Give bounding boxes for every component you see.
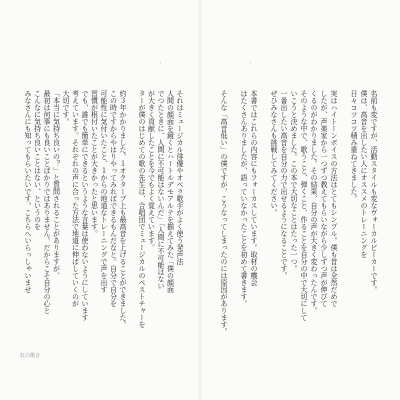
right-text-column: そんな「高音低い」の僕ですが、こうなってしまったのには原因があります。: [220, 90, 228, 335]
right-text-column: 僕は、高音を出したい人にオススメのトレーニングを: [360, 90, 368, 258]
right-text-column: くるのがわかりました。その結果、自分の声が大きく変わったんです。: [310, 90, 318, 314]
page-mark-left: ': [160, 62, 162, 68]
page-folio: 紅白歌合: [20, 353, 41, 359]
left-text-column: 考えています。それぞれの声に合った方法で地道に伸ばしていくのが: [71, 90, 80, 307]
right-text-column: 実はハイトーンボイスの方法はとてもシンプル。僕も昔は全然だめで: [330, 90, 338, 307]
right-text-column: [260, 90, 268, 352]
left-text-column: が大きく貢献したことを今でもよく覚えています。: [147, 90, 156, 251]
right-text-column: [340, 90, 348, 352]
right-text-column: したが、声楽家から一つずつ教えてもらいながら少しずつ声が伸びて: [320, 90, 328, 307]
left-text-column: [129, 90, 137, 352]
page-mark-right: ': [250, 62, 252, 68]
left-text-column: 習慣が根付いたことが大きかったと思います。: [90, 90, 99, 237]
left-text-column: 約３年かかりました。１オクターブ上も最高音を上げることができました。: [119, 90, 127, 328]
left-text-column: でも、誰でも簡単にできるというような言葉は使わないようにしています: [81, 90, 89, 321]
left-text-column: 「本当に気持ち良いの？」と質問されることがありますが、: [52, 90, 61, 279]
left-text-column: みなさんにも知ってもらいたいです。こちらへいらっしゃいませ: [24, 90, 32, 293]
left-text-column: こんなに気持ち良いことはない、というのを: [33, 90, 42, 230]
right-page: [200, 0, 400, 400]
right-text-column: 本書ではこれらの内容にもフォーカスしています。取材の機会: [250, 90, 258, 286]
left-text-column: 可能性に気付いたこと、１からの地道なトレーニングで声を出す: [100, 90, 108, 293]
right-text-column: いこうと決めました。この本で大切なことはたった一つ。: [290, 90, 298, 272]
right-text-column: 名前も変ですが、活動スタイルも変なヴォーカルピーカーです。: [370, 90, 378, 293]
left-text-column: 人間の顔面を鏡くとハートルデモアルテを揃えてみた「僕の顔面: [166, 90, 175, 293]
right-text-column: そのような中で、歌うこと、弾くこと、作ることを自分の中で大切にして: [300, 90, 308, 321]
left-text-column: それはミュージカル俳優やオペラ歌手がよく使う発声法: [176, 90, 184, 265]
right-text-column: 日々コツコツ積み重ねてきました。: [350, 90, 358, 202]
left-text-column: 最初は何事にも良いことばかりではありません。だからこそ自分の心と: [43, 90, 51, 314]
left-text-column: 大切です。: [62, 90, 70, 125]
right-text-column: はたくさんありましたが、語っていなかったことを初めて書きます。: [240, 90, 248, 307]
left-text-column: この時ですからやはりやってみればできるもんだなと。自分で自分を: [109, 90, 118, 307]
right-text-column: [230, 90, 238, 352]
right-text-column: 一番出したい高音を自分の力で出せるようになることです。: [280, 90, 288, 279]
left-text-column: ターが僕のはじめての歌の先生は、合唱団でミュージカルのペストチャーを: [138, 90, 146, 328]
left-text-column: でつたときに、人間に不可能はないんだ」「人間に不可能はない: [157, 90, 165, 290]
right-text-column: ぜひみなさんも挑戦してみてください。: [270, 90, 278, 216]
